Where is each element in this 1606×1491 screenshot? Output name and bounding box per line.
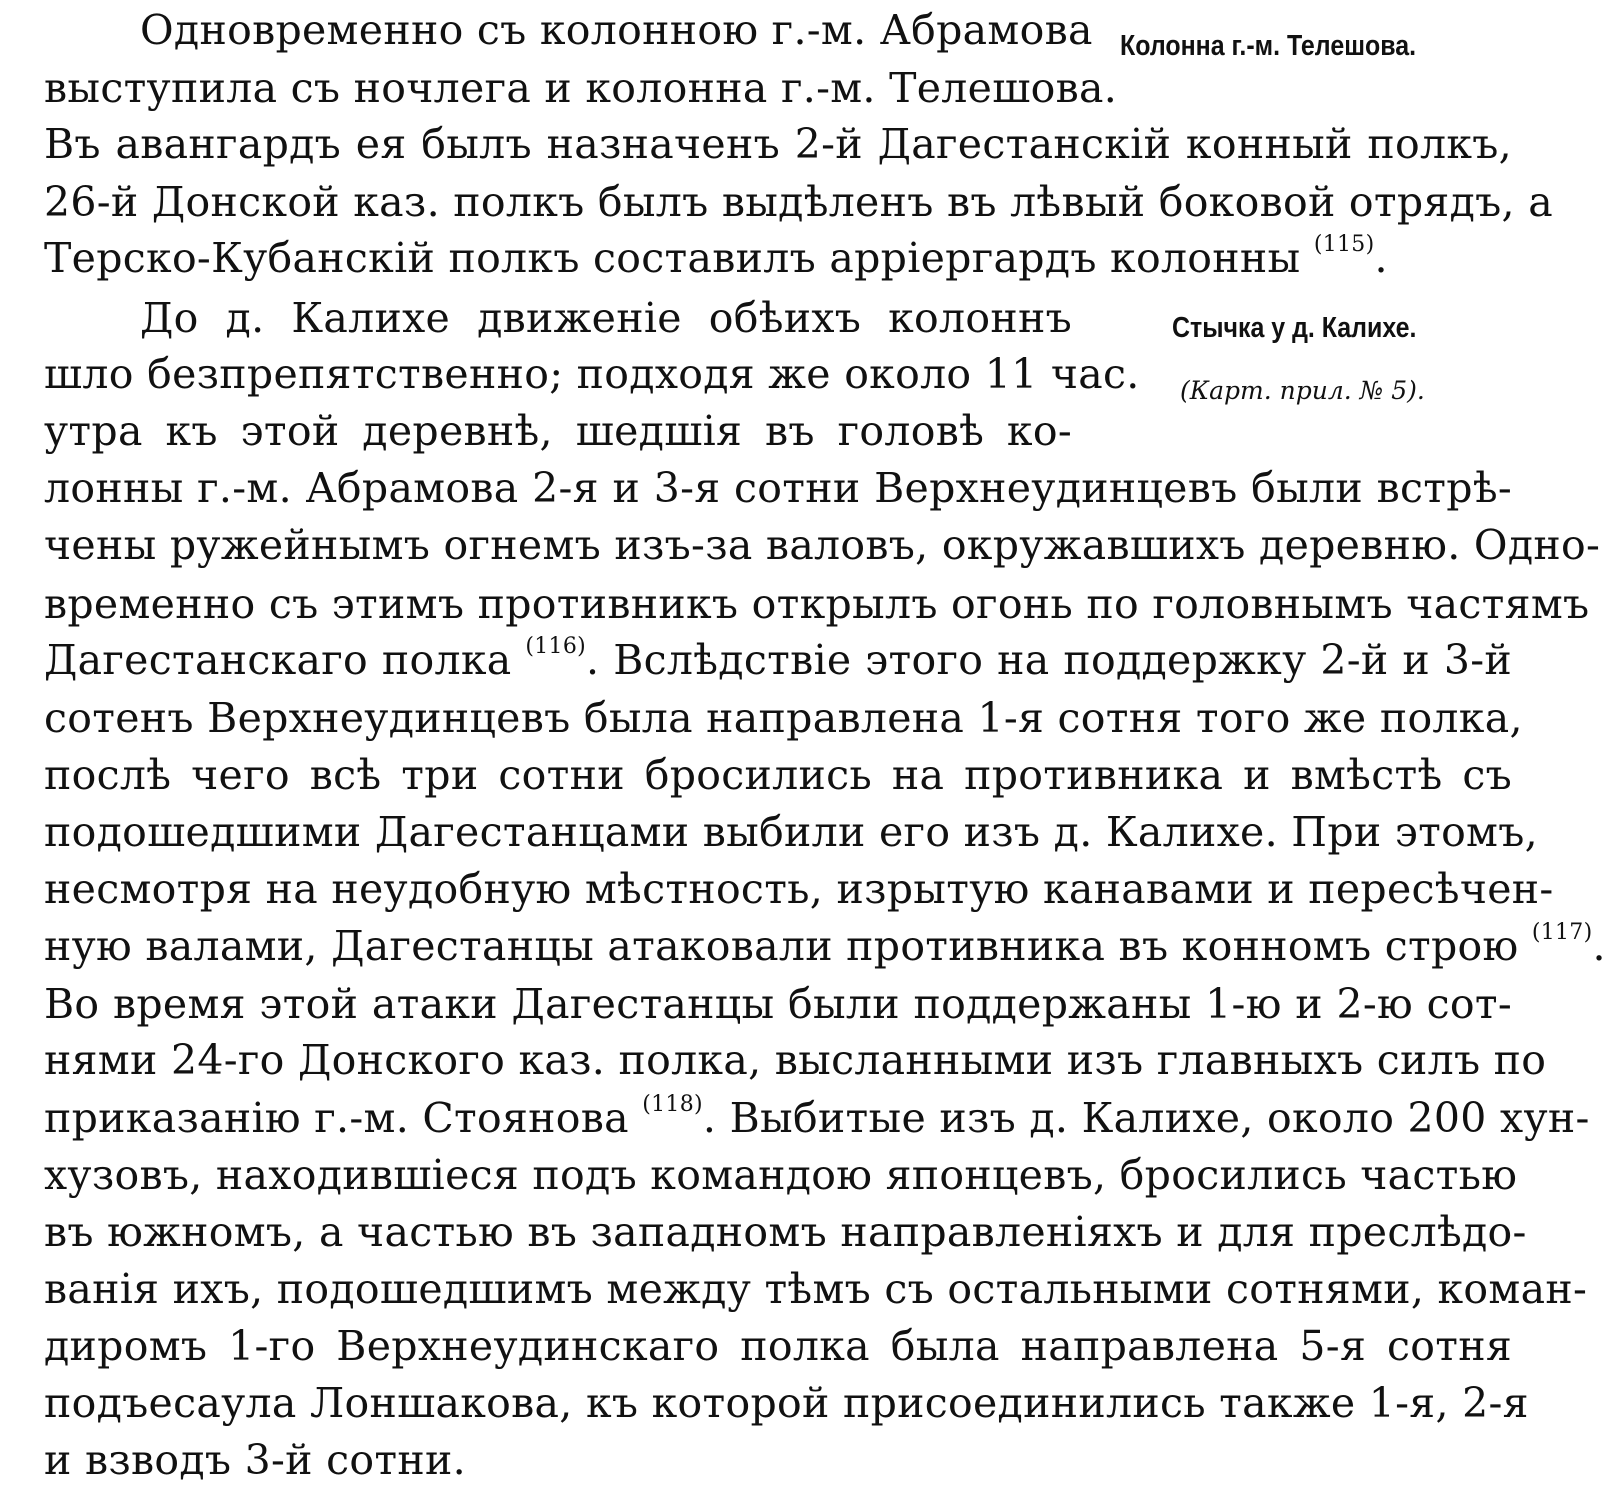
text-line: хузовъ, находившіеся подъ командою японцевъ, бросились частью [44, 1151, 1518, 1199]
text-line: Въ авангардъ ея былъ назначенъ 2-й Дагестанскій конный полкъ, [44, 120, 1512, 168]
text-line: несмотря на неудобную мѣстность, изрытую канавами и пересѣчен- [44, 865, 1554, 913]
text-fragment: . Выбитые изъ д. Калихе, около 200 хун- [702, 1094, 1590, 1142]
text-line: ванія ихъ, подошедшимъ между тѣмъ съ остальными сотнями, коман- [44, 1265, 1588, 1313]
text-fragment: . [1374, 234, 1388, 282]
text-fragment: Дагестанскаго полка [44, 636, 512, 684]
text-line: подъесаула Лоншакова, къ которой присоединились также 1-я, 2-я [44, 1379, 1529, 1427]
text-line: Во время этой атаки Дагестанцы были поддержаны 1-ю и 2-ю сот- [44, 980, 1512, 1028]
text-line: Одновременно съ колонною г.-м. Абрамова [140, 6, 1093, 54]
text-fragment: . Вслѣдствіе этого на поддержку 2-й и 3-й [586, 636, 1512, 684]
text-line: послѣ чего всѣ три сотни бросились на противника и вмѣстѣ съ [44, 751, 1512, 799]
text-fragment: Терско-Кубанскій полкъ составилъ арріергардъ колонны [44, 234, 1301, 282]
text-line: До д. Калихе движеніе обѣихъ колоннъ [140, 294, 1072, 342]
text-line [44, 230, 1512, 286]
margin-note-skirmish-kalikhe: Стычка у д. Калихе. [1172, 312, 1417, 344]
footnote-ref-116: (116) [525, 634, 587, 660]
text-line: въ южномъ, а частью въ западномъ направленіяхъ и для преслѣдо- [44, 1208, 1527, 1256]
footnote-ref-115: (115) [1313, 232, 1375, 258]
text-line: утра къ этой деревнѣ, шедшія въ головѣ ко- [44, 407, 1072, 455]
footnote-ref-117: (117) [1531, 920, 1593, 946]
text-line: чены ружейнымъ огнемъ изъ-за валовъ, окружавшихъ деревню. Одно- [44, 521, 1601, 569]
text-line: нями 24-го Донского каз. полка, высланными изъ главныхъ силъ по [44, 1036, 1547, 1084]
text-line: сотенъ Верхнеудинцевъ была направлена 1-я сотня того же полка, [44, 694, 1523, 742]
text-line [44, 1090, 1590, 1146]
margin-note-map-reference: (Карт. прил. № 5). [1180, 376, 1425, 405]
footnote-ref-118: (118) [642, 1092, 703, 1118]
text-fragment: ную валами, Дагестанцы атаковали противника въ конномъ строю [44, 922, 1519, 970]
text-line: лонны г.-м. Абрамова 2-я и 3-я сотни Верхнеудинцевъ были встрѣ- [44, 464, 1512, 512]
text-line: диромъ 1-го Верхнеудинскаго полка была направлена 5-я сотня [44, 1322, 1512, 1370]
text-line: 26-й Донской каз. полкъ былъ выдѣленъ въ лѣвый боковой отрядъ, а [44, 178, 1553, 226]
margin-note-telesov-column: Колонна г.-м. Телешова. [1120, 30, 1417, 62]
text-line: и взводъ 3-й сотни. [44, 1436, 466, 1484]
text-line [44, 632, 1512, 688]
text-fragment: . [1592, 922, 1606, 970]
text-line: шло безпрепятственно; подходя же около 11 час. [44, 350, 1140, 398]
text-line: временно съ этимъ противникъ открылъ огонь по головнымъ частямъ [44, 580, 1590, 628]
text-line [44, 918, 1606, 974]
text-line: подошедшими Дагестанцами выбили его изъ д. Калихе. При этомъ, [44, 808, 1538, 856]
text-line: выступила съ ночлега и колонна г.-м. Телешова. [44, 64, 1118, 112]
text-fragment: приказанію г.-м. Стоянова [44, 1094, 629, 1142]
